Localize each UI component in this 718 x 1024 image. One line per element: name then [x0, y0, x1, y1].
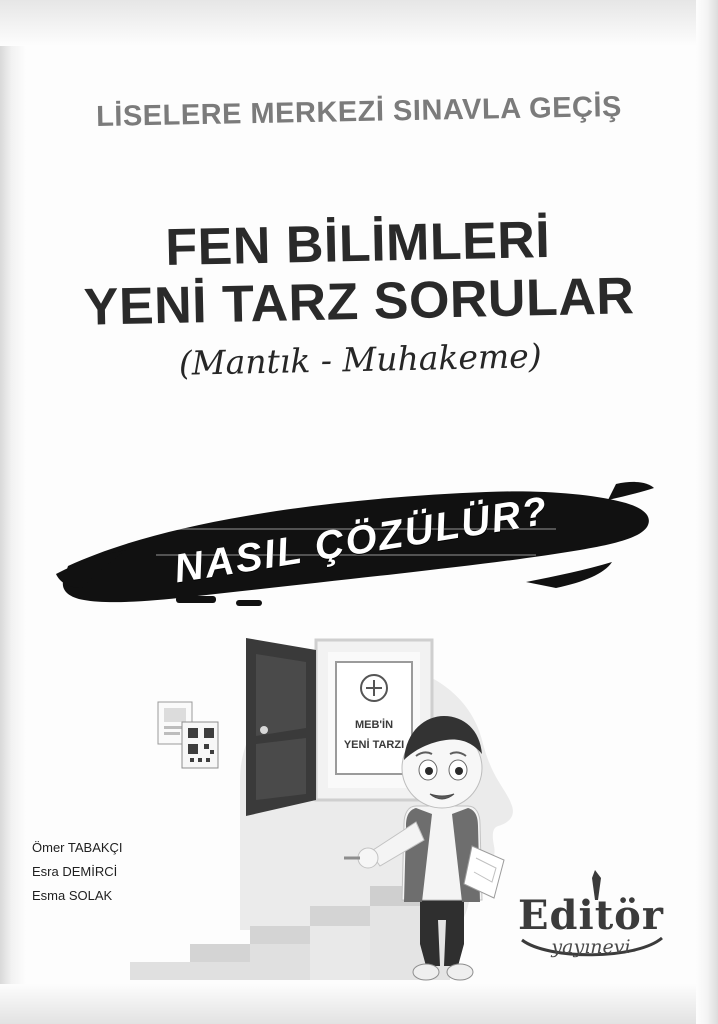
- cover-title-line-1: FEN BİLİMLERİ: [164, 210, 551, 278]
- banner-label: NASIL ÇÖZÜLÜR?: [170, 488, 552, 591]
- cover-kicker: LİSELERE MERKEZİ SINAVLA GEÇİŞ: [95, 90, 623, 134]
- door-sign-line-1: MEB'İN: [354, 719, 394, 731]
- publisher-tagline: yayınevi: [551, 936, 631, 958]
- publisher-name: Editör: [518, 892, 664, 939]
- door-sign-line-2: YENİ TARZI: [343, 739, 405, 751]
- wall-notes: [158, 702, 218, 768]
- cover-title-line-2: YENİ TARZ SORULAR: [83, 267, 635, 337]
- publisher-logo: [506, 870, 676, 966]
- page-top-shading: [0, 0, 718, 46]
- cover-title-block: [0, 210, 718, 386]
- banner-text-wrap: [56, 470, 656, 620]
- cover-subtitle: (Mantık - Muhakeme): [178, 335, 543, 383]
- author-list: [32, 836, 123, 908]
- author-1: Ömer TABAKÇI: [32, 840, 123, 855]
- nasil-cozulur-banner: [56, 470, 656, 620]
- author-2: Esra DEMİRCİ: [32, 864, 118, 880]
- author-3: Esma SOLAK: [32, 888, 113, 904]
- open-door-leaf: [246, 638, 316, 816]
